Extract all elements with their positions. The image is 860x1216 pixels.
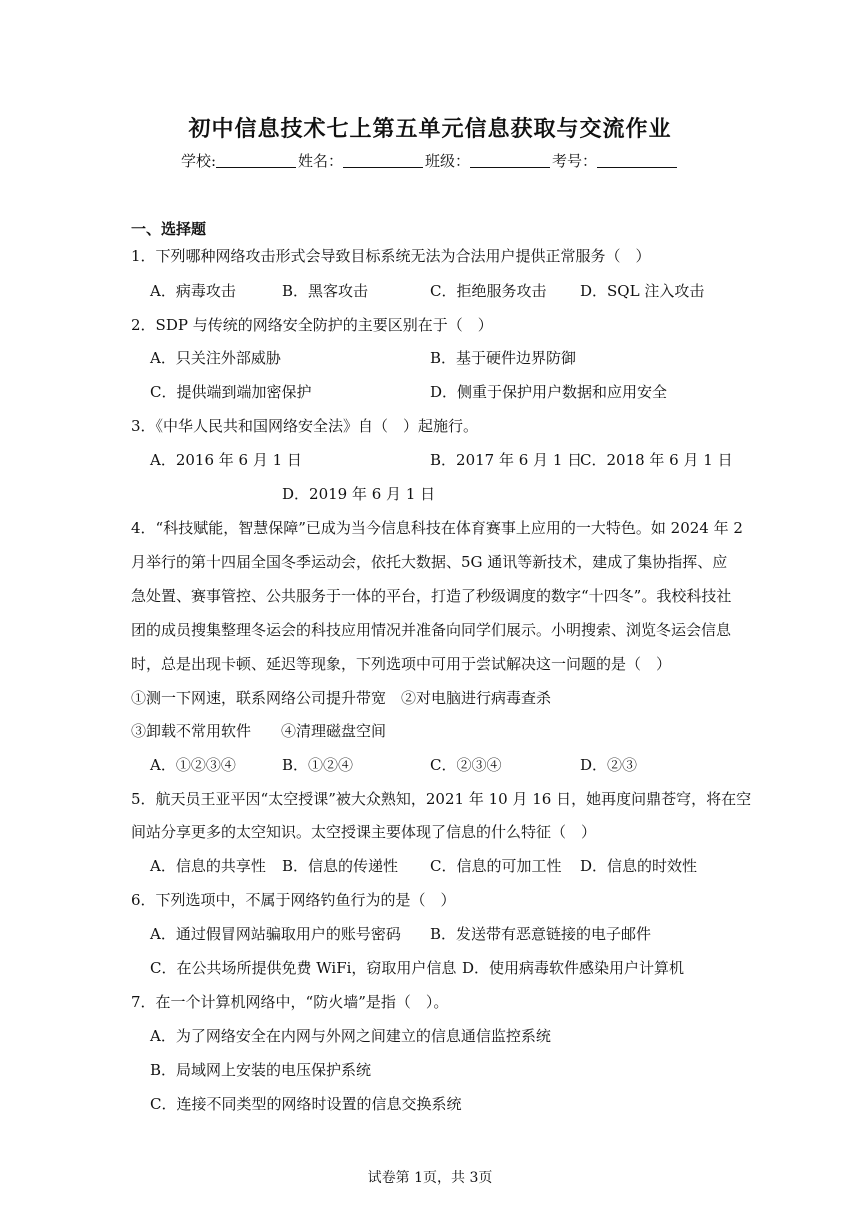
question-2-option-c: C．提供端到端加密保护 <box>150 383 312 401</box>
question-4-option-b: B．①②④ <box>282 756 354 774</box>
question-4-stem-line-5: 时，总是出现卡顿、延迟等现象，下列选项中可用于尝试解决这一问题的是（ ） <box>131 655 672 673</box>
question-6-option-a: A．通过假冒网站骗取用户的账号密码 <box>150 925 401 943</box>
exam-no-blank <box>597 153 677 168</box>
question-6-option-c: C．在公共场所提供免费 WiFi，窃取用户信息 <box>150 959 457 977</box>
question-4-stem-line-6: ①测一下网速，联系网络公司提升带宽 ②对电脑进行病毒查杀 <box>131 689 552 707</box>
question-7-option-c: C．连接不同类型的网络时设置的信息交换系统 <box>150 1095 462 1113</box>
question-4-stem-line-3: 急处置、赛事管控、公共服务于一体的平台，打造了秒级调度的数字“十四冬”。我校科技社 <box>131 587 732 605</box>
question-2-option-d: D．侧重于保护用户数据和应用安全 <box>430 383 668 401</box>
question-2-option-a: A．只关注外部威胁 <box>150 349 281 367</box>
question-4-option-c: C．②③④ <box>430 756 502 774</box>
question-6-option-d: D．使用病毒软件感染用户计算机 <box>462 959 685 977</box>
question-4-stem-line-7: ③卸载不常用软件 ④清理磁盘空间 <box>131 722 387 740</box>
question-5-option-c: C．信息的可加工性 <box>430 857 562 875</box>
question-5-option-b: B．信息的传递性 <box>282 857 399 875</box>
class-blank <box>470 153 550 168</box>
school-blank <box>216 153 296 168</box>
question-3-option-b: B．2017 年 6 月 1 日 <box>430 451 583 469</box>
question-3-option-d: D．2019 年 6 月 1 日 <box>282 485 436 503</box>
question-3-option-a: A．2016 年 6 月 1 日 <box>150 451 302 469</box>
section-heading: 一、选择题 <box>131 220 207 238</box>
question-3-option-c: C．2018 年 6 月 1 日 <box>580 451 733 469</box>
question-5-option-d: D．信息的时效性 <box>580 857 698 875</box>
question-5-stem-line-2: 间站分享更多的太空知识。太空授课主要体现了信息的什么特征（ ） <box>131 823 597 841</box>
question-7-option-b: B．局域网上安装的电压保护系统 <box>150 1061 372 1079</box>
question-7-option-a: A．为了网络安全在内网与外网之间建立的信息通信监控系统 <box>150 1027 551 1045</box>
question-5-option-a: A．信息的共享性 <box>150 857 266 875</box>
question-4-stem-line-2: 月举行的第十四届全国冬季运动会，依托大数据、5G 通讯等新技术，建成了集协指挥、应 <box>131 553 728 571</box>
question-4-stem-line-4: 团的成员搜集整理冬运会的科技应用情况并准备向同学们展示。小明搜索、浏览冬运会信息 <box>131 621 732 639</box>
question-6-stem: 6．下列选项中，不属于网络钓鱼行为的是（ ） <box>131 891 456 909</box>
question-7-stem: 7．在一个计算机网络中，“防火墙”是指（ ）。 <box>131 993 449 1011</box>
name-blank <box>343 153 423 168</box>
class-label: 班级： <box>425 152 471 170</box>
question-4-option-d: D．②③ <box>580 756 638 774</box>
question-1-option-a: A．病毒攻击 <box>150 282 236 300</box>
page-title: 初中信息技术七上第五单元信息获取与交流作业 <box>188 116 672 142</box>
student-info-row <box>0 150 860 171</box>
name-label: 姓名： <box>298 152 344 170</box>
question-4-stem-line-1: 4．“科技赋能，智慧保障”已成为当今信息科技在体育赛事上应用的一大特色。如 2024 年 2 <box>131 519 743 537</box>
question-2-option-b: B．基于硬件边界防御 <box>430 349 577 367</box>
question-6-option-b: B．发送带有恶意链接的电子邮件 <box>430 925 652 943</box>
exam-no-label: 考号： <box>552 152 598 170</box>
question-1-option-b: B．黑客攻击 <box>282 282 369 300</box>
question-3-stem: 3．《中华人民共和国网络安全法》自（ ）起施行。 <box>131 417 479 435</box>
page-footer: 试卷第 1页，共 3页 <box>367 1170 493 1186</box>
question-1-option-c: C．拒绝服务攻击 <box>430 282 547 300</box>
question-4-option-a: A．①②③④ <box>150 756 236 774</box>
question-5-stem-line-1: 5．航天员王亚平因“太空授课”被大众熟知，2021 年 10 月 16 日，她再度问鼎苍穹，将在空 <box>131 790 752 808</box>
question-1-option-d: D．SQL 注入攻击 <box>580 282 705 300</box>
question-1-stem: 1．下列哪种网络攻击形式会导致目标系统无法为合法用户提供正常服务（ ） <box>131 247 651 265</box>
question-2-stem: 2．SDP 与传统的网络安全防护的主要区别在于（ ） <box>131 316 493 334</box>
school-label: 学校: <box>180 152 216 170</box>
